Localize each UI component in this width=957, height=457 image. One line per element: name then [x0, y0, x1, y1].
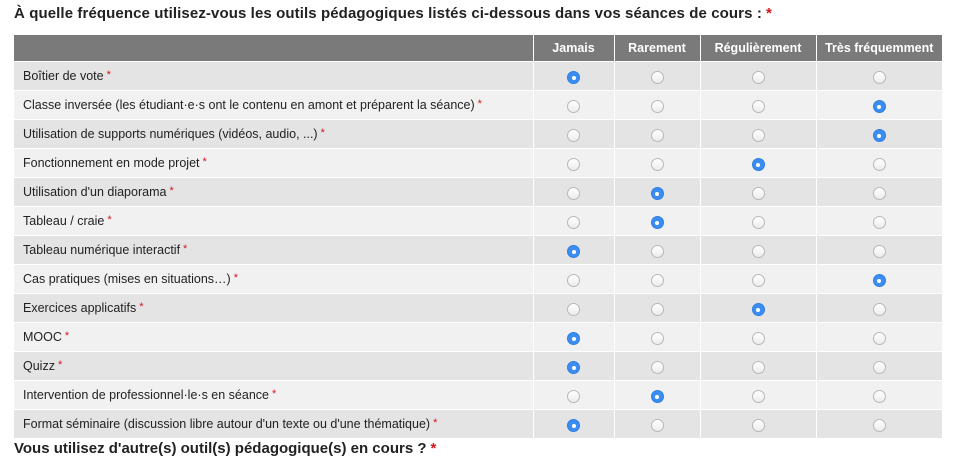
radio-cell	[533, 236, 614, 265]
radio-button[interactable]	[567, 100, 580, 113]
radio-cell	[700, 381, 816, 410]
radio-button[interactable]	[873, 332, 886, 345]
matrix-row	[14, 294, 942, 323]
radio-button[interactable]	[873, 390, 886, 403]
radio-cell	[700, 352, 816, 381]
radio-button[interactable]	[651, 390, 664, 403]
required-marker: *	[765, 5, 772, 22]
row-label	[14, 236, 533, 265]
radio-cell	[614, 294, 700, 323]
matrix-row	[14, 62, 942, 91]
radio-cell	[700, 62, 816, 91]
radio-cell	[533, 178, 614, 207]
row-label-text: Fonctionnement en mode projet	[23, 156, 200, 170]
row-label	[14, 207, 533, 236]
radio-cell	[700, 294, 816, 323]
radio-button[interactable]	[873, 187, 886, 200]
radio-button[interactable]	[651, 303, 664, 316]
radio-cell	[614, 352, 700, 381]
radio-button[interactable]	[567, 332, 580, 345]
row-label	[14, 62, 533, 91]
radio-button[interactable]	[873, 303, 886, 316]
radio-cell	[614, 410, 700, 439]
radio-cell	[614, 381, 700, 410]
radio-cell	[816, 120, 942, 149]
radio-cell	[614, 236, 700, 265]
radio-cell	[533, 120, 614, 149]
radio-button[interactable]	[567, 274, 580, 287]
radio-button[interactable]	[873, 361, 886, 374]
radio-cell	[533, 381, 614, 410]
radio-button[interactable]	[873, 100, 886, 113]
radio-button[interactable]	[567, 129, 580, 142]
radio-cell	[533, 149, 614, 178]
radio-button[interactable]	[651, 419, 664, 432]
row-label-text: Tableau numérique interactif	[23, 243, 181, 257]
radio-cell	[533, 265, 614, 294]
row-label	[14, 410, 533, 439]
radio-cell	[816, 381, 942, 410]
row-label	[14, 381, 533, 410]
radio-cell	[533, 207, 614, 236]
required-marker: *	[106, 69, 111, 81]
radio-button[interactable]	[752, 274, 765, 287]
radio-cell	[816, 323, 942, 352]
radio-cell	[700, 207, 816, 236]
radio-cell	[533, 323, 614, 352]
required-marker: *	[107, 214, 112, 226]
radio-cell	[700, 91, 816, 120]
radio-button[interactable]	[651, 100, 664, 113]
radio-button[interactable]	[873, 245, 886, 258]
radio-button[interactable]	[651, 332, 664, 345]
question-title	[14, 5, 772, 22]
row-label	[14, 91, 533, 120]
radio-cell	[700, 178, 816, 207]
radio-button[interactable]	[752, 71, 765, 84]
radio-button[interactable]	[567, 216, 580, 229]
required-marker: *	[430, 440, 437, 457]
radio-button[interactable]	[651, 158, 664, 171]
matrix-row	[14, 91, 942, 120]
required-marker: *	[433, 417, 438, 429]
radio-button[interactable]	[651, 129, 664, 142]
radio-cell	[614, 207, 700, 236]
radio-cell	[614, 62, 700, 91]
column-header-regulierement: Régulièrement	[700, 35, 816, 62]
radio-cell	[614, 120, 700, 149]
radio-button[interactable]	[752, 216, 765, 229]
row-label	[14, 294, 533, 323]
radio-button[interactable]	[567, 361, 580, 374]
column-header-jamais: Jamais	[533, 35, 614, 62]
matrix-row	[14, 410, 942, 439]
radio-cell	[816, 265, 942, 294]
required-marker: *	[477, 98, 482, 110]
radio-button[interactable]	[752, 187, 765, 200]
required-marker: *	[183, 243, 188, 255]
required-marker: *	[57, 359, 63, 371]
radio-button[interactable]	[651, 187, 664, 200]
matrix-header-blank	[14, 35, 533, 62]
radio-button[interactable]	[651, 361, 664, 374]
radio-button[interactable]	[567, 158, 580, 171]
next-question-text: Vous utilisez d'autre(s) outil(s) pédagogique(s) en cours ?	[14, 440, 427, 457]
radio-button[interactable]	[873, 158, 886, 171]
radio-cell	[700, 120, 816, 149]
row-label	[14, 323, 533, 352]
column-header-tres-frequemment: Très fréquemment	[816, 35, 942, 62]
row-label	[14, 149, 533, 178]
matrix-row	[14, 236, 942, 265]
row-label-text: Format séminaire (discussion libre autour d'un texte ou d'une thématique)	[23, 417, 431, 431]
matrix-row	[14, 323, 942, 352]
row-label-text: Classe inversée (les étudiant·e·s ont le contenu en amont et préparent la séance)	[23, 98, 475, 112]
row-label-text: Tableau / craie	[23, 214, 105, 228]
radio-button[interactable]	[651, 216, 664, 229]
required-marker: *	[271, 388, 277, 400]
matrix-row	[14, 149, 942, 178]
radio-cell	[614, 323, 700, 352]
radio-cell	[816, 352, 942, 381]
radio-button[interactable]	[873, 71, 886, 84]
radio-cell	[816, 178, 942, 207]
radio-button[interactable]	[567, 187, 580, 200]
radio-button[interactable]	[752, 390, 765, 403]
matrix-row	[14, 207, 942, 236]
row-label	[14, 120, 533, 149]
radio-cell	[816, 91, 942, 120]
radio-cell	[700, 410, 816, 439]
radio-cell	[614, 91, 700, 120]
row-label-text: Utilisation d'un diaporama	[23, 185, 167, 199]
radio-cell	[816, 149, 942, 178]
radio-button[interactable]	[752, 100, 765, 113]
required-marker: *	[64, 330, 70, 342]
radio-cell	[614, 265, 700, 294]
question-title-text: À quelle fréquence utilisez-vous les outils pédagogiques listés ci-dessous dans vos séances de cours :	[14, 5, 762, 22]
row-label-text: Boîtier de vote	[23, 69, 104, 83]
radio-cell	[700, 149, 816, 178]
required-marker: *	[202, 156, 207, 168]
matrix-row	[14, 381, 942, 410]
radio-button[interactable]	[651, 245, 664, 258]
radio-button[interactable]	[567, 71, 580, 84]
radio-cell	[816, 410, 942, 439]
radio-cell	[816, 236, 942, 265]
radio-button[interactable]	[752, 332, 765, 345]
radio-button[interactable]	[752, 361, 765, 374]
radio-cell	[614, 149, 700, 178]
radio-button[interactable]	[567, 245, 580, 258]
matrix-row	[14, 352, 942, 381]
frequency-matrix	[14, 35, 942, 438]
row-label-text: MOOC	[23, 330, 62, 344]
radio-cell	[533, 410, 614, 439]
matrix-row	[14, 120, 942, 149]
row-label	[14, 178, 533, 207]
radio-button[interactable]	[651, 274, 664, 287]
row-label-text: Exercices applicatifs	[23, 301, 137, 315]
radio-button[interactable]	[873, 419, 886, 432]
radio-cell	[816, 62, 942, 91]
next-question-title	[14, 440, 436, 457]
matrix-header-row	[14, 35, 942, 62]
required-marker: *	[169, 185, 174, 197]
radio-cell	[533, 294, 614, 323]
required-marker: *	[139, 301, 144, 313]
radio-button[interactable]	[752, 303, 765, 316]
row-label-text: Quizz	[23, 359, 55, 373]
row-label-text: Cas pratiques (mises en situations…)	[23, 272, 231, 286]
radio-button[interactable]	[567, 303, 580, 316]
radio-button[interactable]	[752, 129, 765, 142]
radio-cell	[816, 294, 942, 323]
radio-button[interactable]	[873, 274, 886, 287]
row-label-text: Intervention de professionnel·le·s en séance	[23, 388, 269, 402]
row-label	[14, 265, 533, 294]
radio-button[interactable]	[651, 71, 664, 84]
required-marker: *	[320, 127, 325, 139]
radio-button[interactable]	[873, 129, 886, 142]
radio-cell	[533, 62, 614, 91]
column-header-rarement: Rarement	[614, 35, 700, 62]
radio-button[interactable]	[567, 419, 580, 432]
radio-cell	[700, 265, 816, 294]
radio-cell	[614, 178, 700, 207]
radio-button[interactable]	[567, 390, 580, 403]
radio-button[interactable]	[873, 216, 886, 229]
radio-button[interactable]	[752, 419, 765, 432]
required-marker: *	[233, 272, 239, 284]
radio-button[interactable]	[752, 158, 765, 171]
radio-cell	[700, 323, 816, 352]
radio-cell	[533, 352, 614, 381]
row-label-text: Utilisation de supports numériques (vidéos, audio, ...)	[23, 127, 318, 141]
radio-button[interactable]	[752, 245, 765, 258]
radio-cell	[816, 207, 942, 236]
row-label	[14, 352, 533, 381]
matrix-row	[14, 265, 942, 294]
radio-cell	[533, 91, 614, 120]
matrix-row	[14, 178, 942, 207]
radio-cell	[700, 236, 816, 265]
